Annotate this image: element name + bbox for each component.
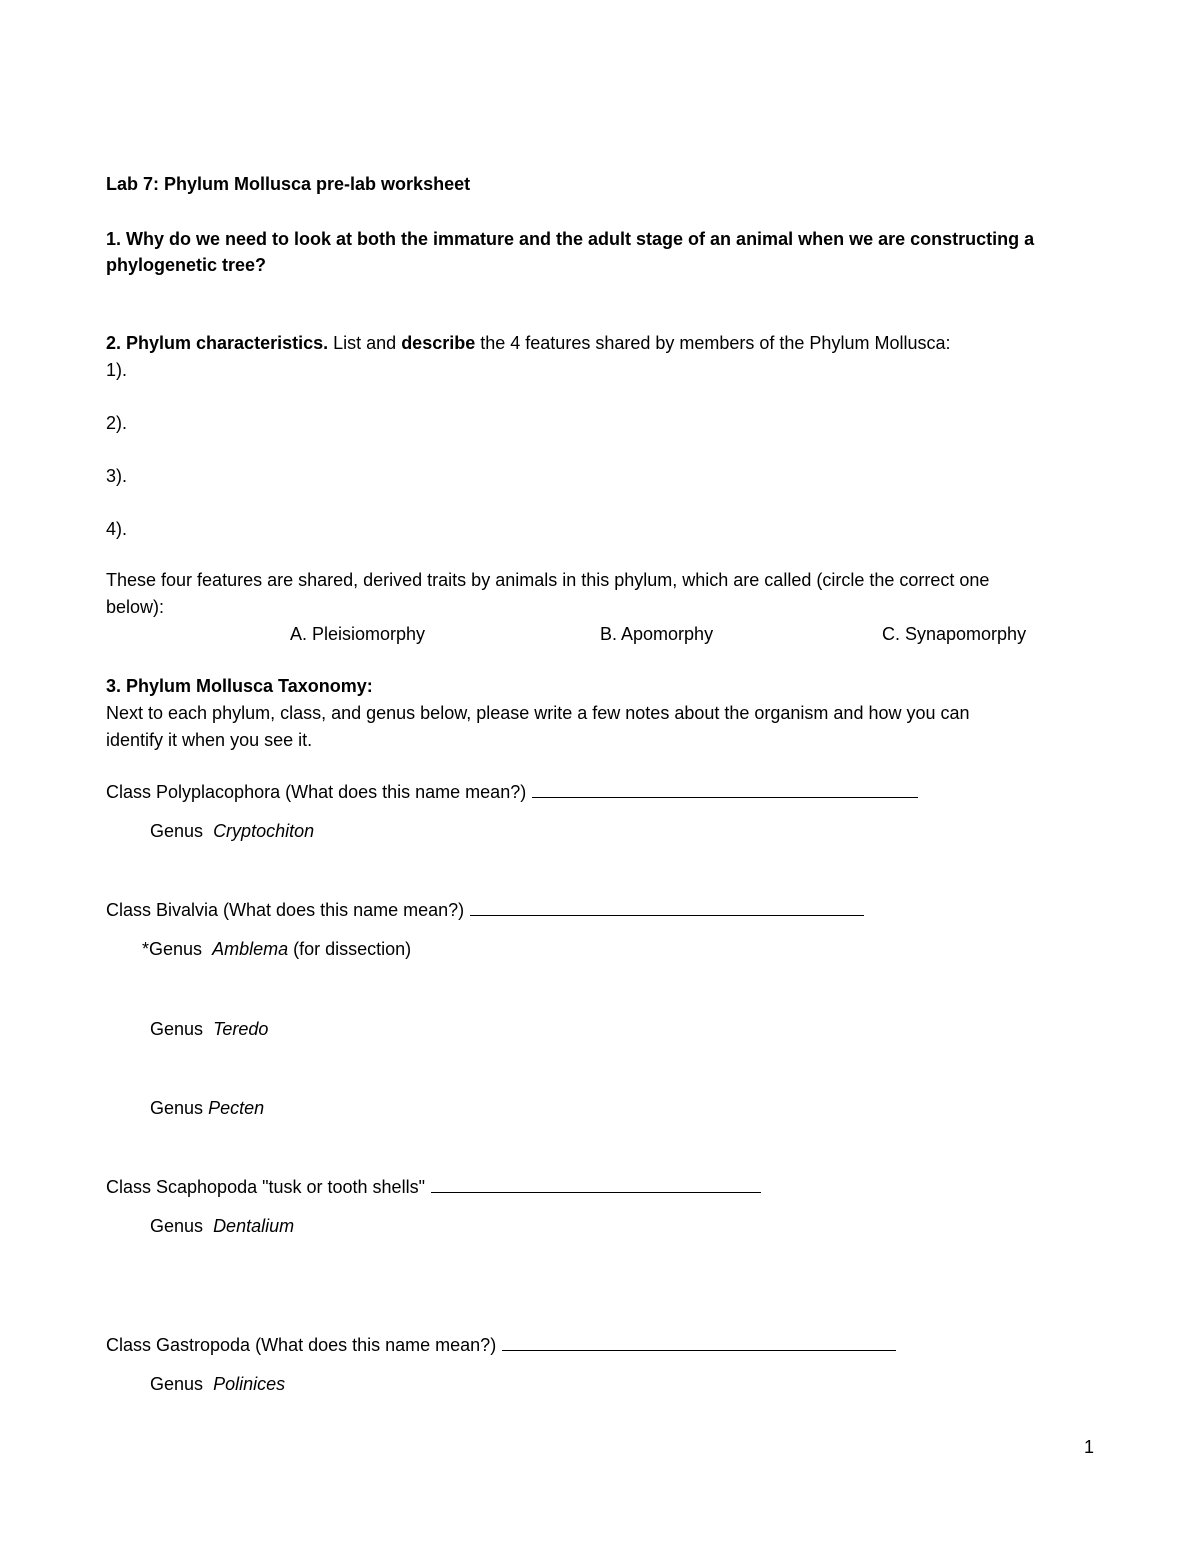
feature-item-1: 1). xyxy=(106,360,128,380)
genus-name: Pecten xyxy=(208,1098,265,1118)
class-bivalvia-label: Class Bivalvia (What does this name mean?) xyxy=(106,900,465,920)
question-3-intro-line-2: identify it when you see it. xyxy=(106,730,313,750)
genus-name: Dentalium xyxy=(213,1216,295,1236)
question-1-line-2: phylogenetic tree? xyxy=(106,255,267,275)
genus-label: Genus xyxy=(150,821,204,841)
answer-blank-bivalvia[interactable] xyxy=(470,900,864,916)
question-1-line-1: 1. Why do we need to look at both the immature and the adult stage of an animal when we are constructing a xyxy=(106,229,1035,249)
class-bivalvia xyxy=(106,899,864,921)
question-2-prompt xyxy=(106,332,950,354)
class-gastropoda xyxy=(106,1334,896,1356)
genus-amblema xyxy=(142,938,411,960)
question-2-text-bold: describe xyxy=(401,333,476,353)
genus-label: Genus xyxy=(150,1098,204,1118)
genus-note: (for dissection) xyxy=(293,939,412,959)
shared-traits-line-1: These four features are shared, derived traits by animals in this phylum, which are called (circle the correct one xyxy=(106,570,990,590)
genus-label: Genus xyxy=(150,1216,204,1236)
question-2-text-a: List and xyxy=(333,333,397,353)
question-3-heading: 3. Phylum Mollusca Taxonomy: xyxy=(106,676,373,696)
class-scaphopoda-label: Class Scaphopoda "tusk or tooth shells" xyxy=(106,1177,425,1197)
class-polyplacophora xyxy=(106,781,918,803)
class-polyplacophora-label: Class Polyplacophora (What does this name mean?) xyxy=(106,782,527,802)
option-b[interactable]: B. Apomorphy xyxy=(600,624,714,644)
question-2-text-b: the 4 features shared by members of the Phylum Mollusca: xyxy=(480,333,951,353)
answer-blank-gastropoda[interactable] xyxy=(502,1335,896,1351)
genus-dentalium xyxy=(150,1215,294,1237)
genus-polinices xyxy=(150,1373,285,1395)
genus-teredo xyxy=(150,1018,268,1040)
feature-item-2: 2). xyxy=(106,413,128,433)
genus-label: Genus xyxy=(150,1019,204,1039)
page-title: Lab 7: Phylum Mollusca pre-lab worksheet xyxy=(106,174,471,194)
answer-blank-polyplacophora[interactable] xyxy=(532,782,918,798)
genus-cryptochiton xyxy=(150,820,314,842)
class-gastropoda-label: Class Gastropoda (What does this name mean?) xyxy=(106,1335,497,1355)
genus-pecten xyxy=(150,1097,264,1119)
option-c[interactable]: C. Synapomorphy xyxy=(882,624,1027,644)
question-3-intro-line-1: Next to each phylum, class, and genus below, please write a few notes about the organism and how you can xyxy=(106,703,970,723)
feature-item-4: 4). xyxy=(106,519,128,539)
feature-item-3: 3). xyxy=(106,466,128,486)
genus-name: Cryptochiton xyxy=(213,821,315,841)
genus-label: Genus xyxy=(150,1374,204,1394)
class-scaphopoda xyxy=(106,1176,761,1198)
option-a[interactable]: A. Pleisiomorphy xyxy=(290,624,426,644)
answer-blank-scaphopoda[interactable] xyxy=(431,1177,761,1193)
genus-label: *Genus xyxy=(142,939,203,959)
page-number: 1 xyxy=(1084,1437,1095,1457)
question-2-heading: 2. Phylum characteristics. xyxy=(106,333,329,353)
genus-name: Polinices xyxy=(213,1374,286,1394)
genus-name: Amblema xyxy=(212,939,289,959)
genus-name: Teredo xyxy=(213,1019,269,1039)
shared-traits-line-2: below): xyxy=(106,597,165,617)
